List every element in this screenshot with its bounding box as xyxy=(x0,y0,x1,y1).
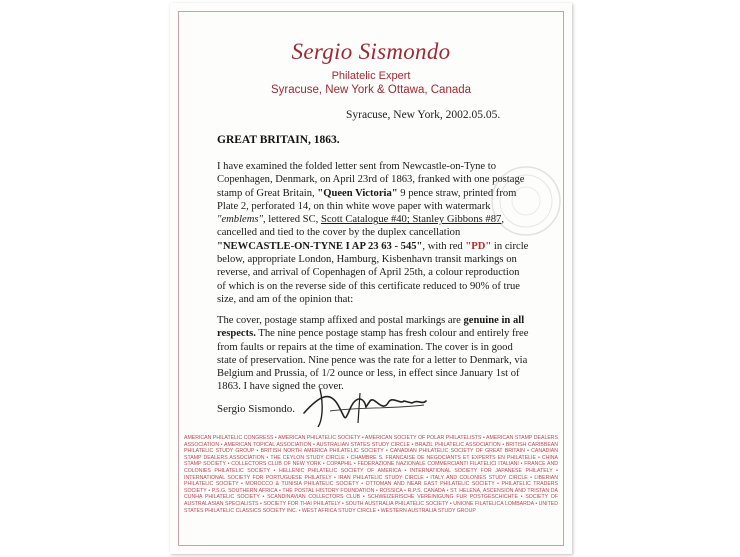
queen-victoria-term: "Queen Victoria" xyxy=(317,187,398,199)
para1-text-6: in circle below, appropriate London, Hamburg, Kisbenhavn transit markings on reverse, and arrival of Copenhagen of April 25th, a colour reproduction of which is on the reverse side of this certificate reduced to 90% of true size, and am of the opinion that: xyxy=(217,240,529,305)
cancellation-text: "NEWCASTLE-ON-TYNE I AP 23 63 - 545" xyxy=(217,240,423,252)
emblems-term: "emblems" xyxy=(217,214,263,226)
para1-text-4: , cancelled and tied to the cover by the duplex cancellation xyxy=(217,214,504,239)
para1-text-2: 9 pence straw, printed from Plate 2, perforated 14, on thin white wove paper with watermark xyxy=(217,187,517,212)
handwritten-signature xyxy=(300,383,430,428)
para1-text-3: , lettered SC, xyxy=(262,214,321,226)
certificate-page xyxy=(170,3,572,554)
dateline: Syracuse, New York, 2002.05.05. xyxy=(346,109,501,121)
affiliations-footer: AMERICAN PHILATELIC CONGRESS • AMERICAN PHILATELIC SOCIETY • AMERICAN SOCIETY OF POLAR PHILATELISTS • AMERICAN STAMP DEALERS ASSOCIATION • AMERICAN TOPICAL ASSOCIATION • AUSTRALIAN STATES STUDY CIRCLE • BRAZIL PHILATELIC ASSOCIATION • BRITISH CARIBBEAN PHILATELIC STUDY GROUP • BRITISH NORTH AMERICA PHILATELIC SOCIETY • CANADIAN PHILATELIC SOCIETY OF GREAT BRITAIN • CANADIAN STAMP DEALERS ASSOCIATION • THE CEYLON STUDY CIRCLE • CHAMBRE S. FRANCAISE DE NEGOCIANTS ET EXPERTS EN PHILATELIE • CHINA STAMP SOCIETY • COLLECTORS CLUB OF NEW YORK • COPAPHIL • FEDERAZIONE NAZIONALE COMMERCIANTI FILATELICI ITALIANI • FRANCE AND COLONIES PHILATELIC SOCIETY • HELLENIC PHILATELIC SOCIETY OF AMERICA • INTERNATIONAL SOCIETY FOR JAPANESE PHILATELY • INTERNATIONAL SOCIETY FOR PORTUGUESE PHILATELY • IRAN PHILATELIC STUDY CIRCLE • ITALY AND COLONIES STUDY CIRCLE • LIBERIAN PHILATELIC SOCIETY • MOROCCO & TUNISIA PHILATELIC SOCIETY • OTTOMAN AND NEAR EAST PHILATELIC SOCIETY • PHILATELIC TRADERS SOCIETY • P.S.G. SOUTHERN AFRICA • THE POSTAL HISTORY FOUNDATION • ROSSICA • R.P.S. CANADA • ST. HELENA, ASCENSION AND TRISTAN DA CUNHA PHILATELIC SOCIETY • SCANDINAVIAN COLLECTORS CLUB • SCHWEIZERISCHE VEREINIGUNG FUR POSTGESCHICHTE • SOCIETY OF AUSTRALASIAN SPECIALISTS • SOCIETY FOR THAI PHILATELY • SOUTH AUSTRALIA PHILATELIC SOCIETY • UNIONE FILATELICA LOMBARDA • UNITED STATES PHILATELIC CLASSICS SOCIETY INC. • WEST AFRICA STUDY CIRCLE • WESTERN AUSTRALIA STUDY GROUP xyxy=(184,435,558,514)
genuine-statement: genuine in all respects. xyxy=(217,315,525,340)
certificate-heading: GREAT BRITAIN, 1863. xyxy=(217,134,340,146)
expert-name: Sergio Sismondo xyxy=(291,39,451,64)
para1-text-1: I have examined the folded letter sent from Newcastle-on-Tyne to Copenhagen, Denmark, on April 23rd of 1863, franked with one postage stamp of Great Britain, xyxy=(217,161,525,199)
pd-marking: "PD" xyxy=(465,240,492,252)
closing-name: Sergio Sismondo. xyxy=(217,403,296,415)
catalogue-reference: Scott Catalogue #40; Stanley Gibbons #87 xyxy=(320,214,502,226)
opinion-paragraph xyxy=(217,314,529,394)
examination-paragraph xyxy=(217,160,529,306)
para1-text-5: , with red xyxy=(422,240,466,252)
para2-text-2: The nine pence postage stamp has fresh colour and entirely free from faults or repairs at the time of examination. The cover is in good state of preservation. Nine pence was the rate for a letter to Denmark, via Belgium and Prussia, of 1/2 ounce or less, in effect since January 1st of 1863. I have signed the cover. xyxy=(217,328,529,393)
expert-title: Philatelic Expert xyxy=(331,70,411,82)
para2-text-1: The cover, postage stamp affixed and postal markings are xyxy=(217,315,464,326)
expert-locations: Syracuse, New York & Ottawa, Canada xyxy=(270,84,472,96)
